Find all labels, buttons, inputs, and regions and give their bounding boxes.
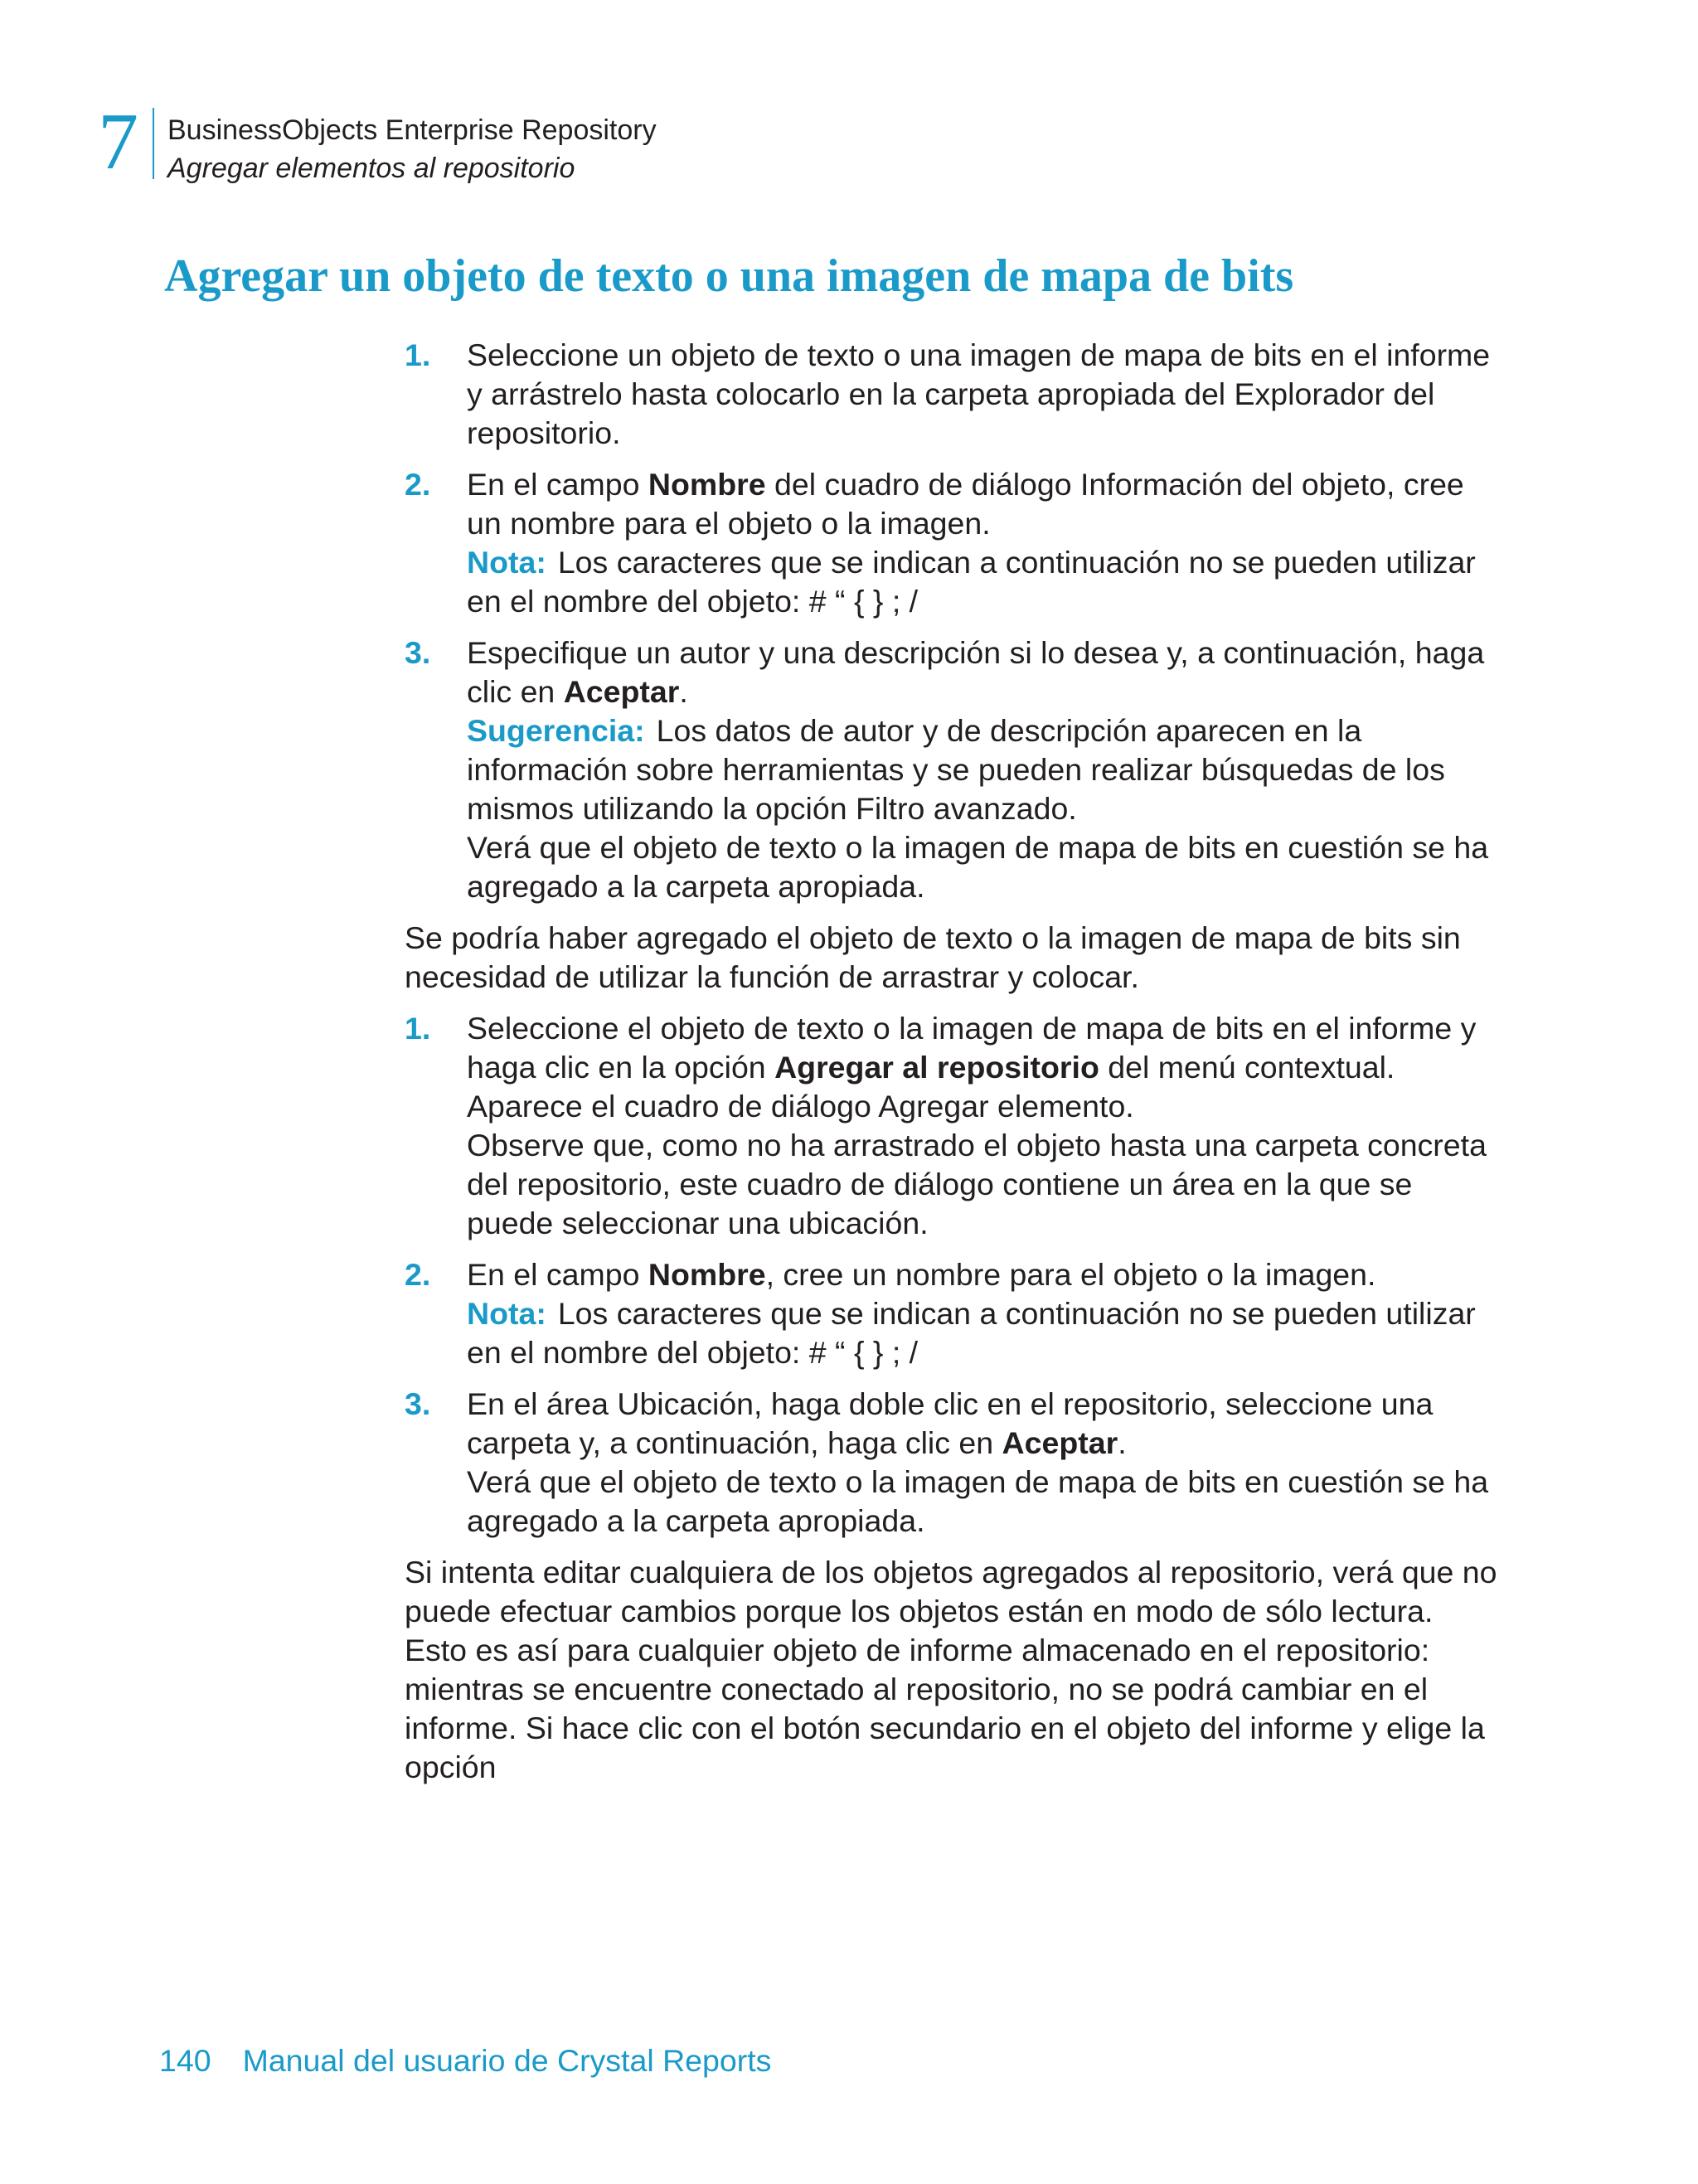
tip-label: Sugerencia:: [467, 713, 645, 748]
step-number: 1.: [405, 337, 431, 372]
steps-list-1: [405, 336, 1499, 906]
step-result: Aparece el cuadro de diálogo Agregar elemento.: [467, 1089, 1134, 1124]
step-result: Verá que el objeto de texto o la imagen de mapa de bits en cuestión se ha agregado a la carpeta apropiada.: [467, 1464, 1489, 1538]
ui-term: Aceptar: [1002, 1425, 1118, 1460]
ui-term: Agregar al repositorio: [774, 1050, 1099, 1085]
section-title: Agregar elementos al repositorio: [167, 153, 575, 184]
note-text: Los caracteres que se indican a continuación no se pueden utilizar en el nombre del objeto: # “ { } ; /: [467, 1296, 1476, 1370]
list-item: [405, 465, 1499, 621]
step-text: Especifique un autor y una descripción si lo desea y, a continuación, haga clic en Aceptar.: [467, 635, 1485, 709]
step-text: En el área Ubicación, haga doble clic en el repositorio, seleccione una carpeta y, a continuación, haga clic en Aceptar.: [467, 1386, 1434, 1460]
step-result: Verá que el objeto de texto o la imagen de mapa de bits en cuestión se ha agregado a la carpeta apropiada.: [467, 830, 1489, 904]
header-text: [167, 111, 657, 187]
list-item: [405, 633, 1499, 906]
main-content: [405, 336, 1499, 1787]
list-item: [405, 1385, 1499, 1541]
page-footer: [159, 2041, 771, 2080]
list-item: [405, 336, 1499, 453]
page-number: 140: [159, 2043, 211, 2078]
step-number: 3.: [405, 1386, 431, 1421]
step-number: 2.: [405, 1257, 431, 1292]
list-item: [405, 1255, 1499, 1372]
step-detail: Observe que, como no ha arrastrado el objeto hasta una carpeta concreta del repositorio, este cuadro de diálogo contiene un área en la que se puede seleccionar una ubicación.: [467, 1128, 1487, 1240]
chapter-number: 7: [98, 97, 138, 187]
tip: [467, 711, 1499, 828]
book-title: BusinessObjects Enterprise Repository: [167, 114, 657, 146]
ui-term: Aceptar: [563, 674, 680, 709]
step-text: Seleccione el objeto de texto o la imagen de mapa de bits en el informe y haga clic en la opción Agregar al repositorio del menú contextual.: [467, 1011, 1477, 1085]
body-paragraph: Si intenta editar cualquiera de los objetos agregados al repositorio, verá que no puede efectuar cambios porque los objetos están en modo de sólo lectura. Esto es así para cualquier objeto de informe almacenado en el repositorio: mientras se encuentre conectado al repositorio, no se podrá cambiar en el informe. Si hace clic con el botón secundario en el objeto del informe y elige la opción: [405, 1555, 1497, 1784]
note: [467, 543, 1499, 621]
step-number: 3.: [405, 635, 431, 670]
ui-term: Nombre: [648, 1257, 766, 1292]
note-label: Nota:: [467, 545, 546, 580]
step-text: Seleccione un objeto de texto o una imagen de mapa de bits en el informe y arrástrelo hasta colocarlo en la carpeta apropiada del Explorador del repositorio.: [467, 337, 1491, 450]
step-text: En el campo Nombre, cree un nombre para el objeto o la imagen.: [467, 1257, 1376, 1292]
tip-text: Los datos de autor y de descripción aparecen en la información sobre herramientas y se pueden realizar búsquedas de los mismos utilizando la opción Filtro avanzado.: [467, 713, 1445, 826]
footer-book-name: Manual del usuario de Crystal Reports: [242, 2043, 772, 2078]
step-number: 1.: [405, 1011, 431, 1046]
step-number: 2.: [405, 467, 431, 502]
page-title: Agregar un objeto de texto o una imagen de mapa de bits: [164, 250, 1294, 302]
step-text: En el campo Nombre del cuadro de diálogo Información del objeto, cree un nombre para el objeto o la imagen.: [467, 467, 1464, 541]
note-label: Nota:: [467, 1296, 546, 1331]
note: [467, 1294, 1499, 1372]
body-paragraph: Se podría haber agregado el objeto de texto o la imagen de mapa de bits sin necesidad de utilizar la función de arrastrar y colocar.: [405, 920, 1461, 994]
note-text: Los caracteres que se indican a continuación no se pueden utilizar en el nombre del objeto: # “ { } ; /: [467, 545, 1476, 619]
list-item: [405, 1009, 1499, 1243]
ui-term: Nombre: [648, 467, 766, 502]
steps-list-2: [405, 1009, 1499, 1541]
header-divider: [153, 108, 154, 179]
